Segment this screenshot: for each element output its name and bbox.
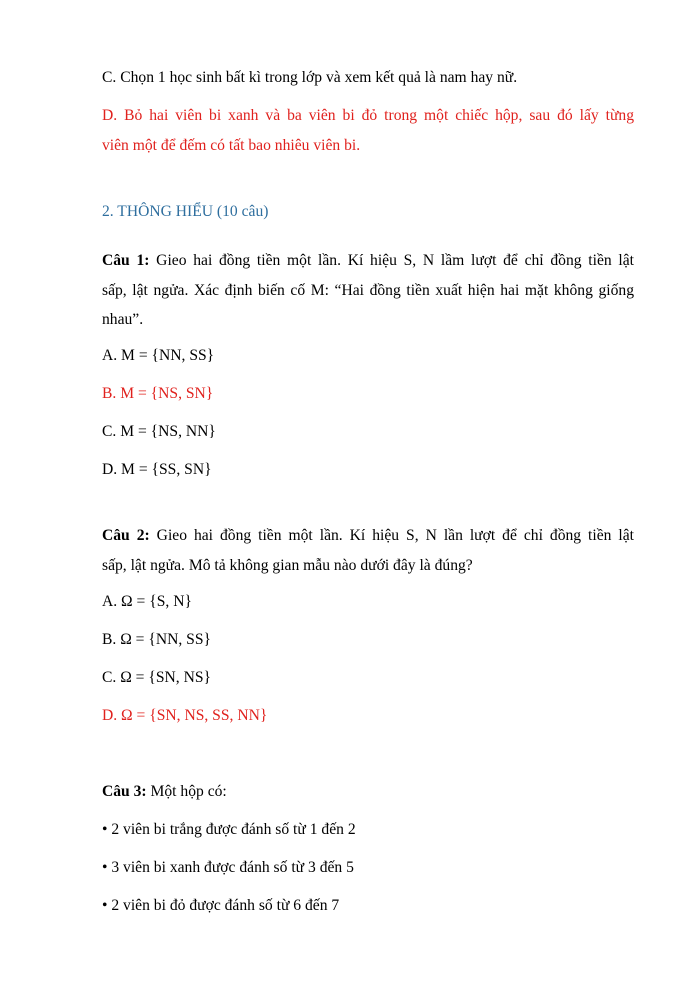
q2-option-c: C. Ω = {SN, NS}: [102, 669, 212, 686]
q3-bullet-2: • 3 viên bi xanh được đánh số từ 3 đến 5: [102, 859, 354, 876]
q3-line1: [102, 782, 634, 802]
q1-text-line1: Gieo hai đồng tiền một lần. Kí hiệu S, N lầm lượt để chỉ đồng tiền lật: [149, 252, 634, 269]
q2-line2: sấp, lật ngửa. Mô tả không gian mẫu nào dưới đây là đúng?: [102, 557, 473, 574]
q1-label: Câu 1:: [102, 252, 150, 269]
q1-line1: [102, 251, 634, 271]
q3-text: Một hộp có:: [146, 783, 227, 800]
q2-option-d: D. Ω = {SN, NS, SS, NN}: [102, 707, 268, 724]
q2-label: Câu 2:: [102, 527, 150, 544]
q1-option-a: A. M = {NN, SS}: [102, 347, 215, 364]
q2-option-b: B. Ω = {NN, SS}: [102, 631, 212, 648]
q1-option-c: C. M = {NS, NN}: [102, 423, 216, 440]
q2-line1: [102, 526, 634, 546]
q1-option-b: B. M = {NS, SN}: [102, 385, 214, 402]
q3-bullet-1: • 2 viên bi trắng được đánh số từ 1 đến 2: [102, 821, 356, 838]
q1-line3: nhau”.: [102, 311, 144, 328]
q2-text-line1: Gieo hai đồng tiền một lần. Kí hiệu S, N lần lượt để chỉ đồng tiền lật: [149, 527, 634, 544]
q2-option-a: A. Ω = {S, N}: [102, 593, 192, 610]
prev-option-d-line2: viên một để đếm có tất bao nhiêu viên bi.: [102, 137, 361, 154]
q1-option-d: D. M = {SS, SN}: [102, 461, 212, 478]
q3-label: Câu 3:: [102, 783, 147, 800]
prev-option-c: C. Chọn 1 học sinh bất kì trong lớp và xem kết quả là nam hay nữ.: [102, 69, 518, 86]
q1-line2: sấp, lật ngửa. Xác định biến cố M: “Hai đồng tiền xuất hiện hai mặt không giống: [102, 282, 634, 299]
prev-option-d-line1: D. Bỏ hai viên bi xanh và ba viên bi đỏ trong một chiếc hộp, sau đó lấy từng: [102, 107, 634, 124]
q3-bullet-3: • 2 viên bi đỏ được đánh số từ 6 đến 7: [102, 897, 340, 914]
section-heading: 2. THÔNG HIỂU (10 câu): [102, 203, 269, 220]
